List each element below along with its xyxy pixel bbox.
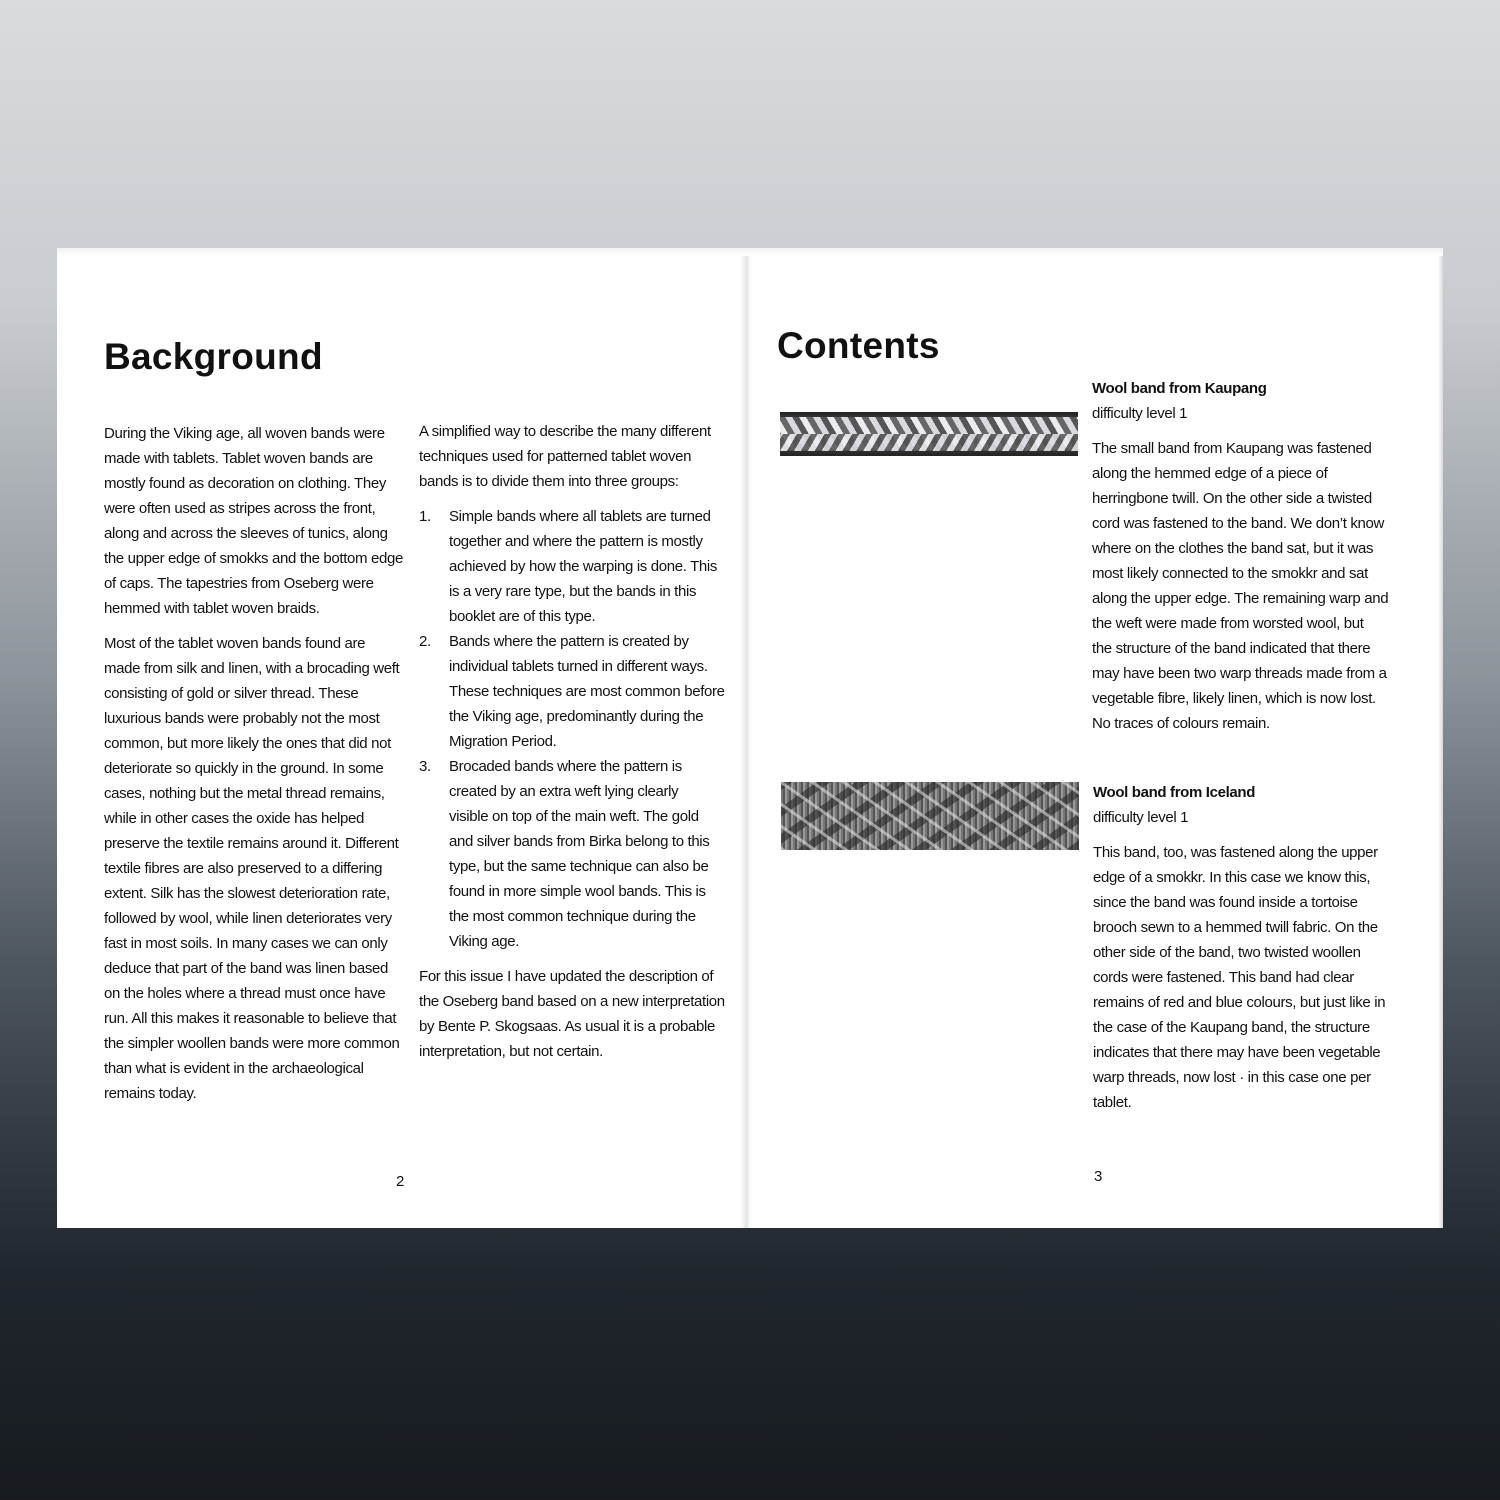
text-line: Viking age.	[449, 933, 520, 950]
text-line: deduce that part of the band was linen based	[104, 960, 388, 977]
list-item	[419, 754, 719, 954]
text-line: made with tablets. Tablet woven bands are	[104, 450, 373, 467]
text-line: the most common technique during the	[449, 908, 696, 925]
text-line: booklet are of this type.	[449, 608, 596, 625]
background-column-1	[104, 421, 404, 1116]
text-line: by Bente P. Skogsaas. As usual it is a probable	[419, 1018, 715, 1035]
text-line: made from silk and linen, with a brocading weft	[104, 660, 400, 677]
text-line: since the band was found inside a tortoise	[1093, 894, 1358, 911]
text-line: Simple bands where all tablets are turned	[449, 508, 711, 525]
text-line: brooch sewn to a hemmed twill fabric. On the	[1093, 919, 1378, 936]
page-number-right: 3	[1094, 1168, 1103, 1185]
text-line: This band, too, was fastened along the upper	[1093, 844, 1378, 861]
difficulty-level: difficulty level 1	[1093, 809, 1189, 826]
paragraph	[104, 631, 404, 1106]
text-line: most likely connected to the smokkr and sat	[1092, 565, 1368, 582]
text-line: cases, nothing but the metal thread remains,	[104, 785, 385, 802]
text-line: of caps. The tapestries from Oseberg were	[104, 575, 374, 592]
text-line: achieved by how the warping is done. This	[449, 558, 718, 575]
text-line: the upper edge of smokks and the bottom edge	[104, 550, 403, 567]
text-line: found in more simple wool bands. This is	[449, 883, 706, 900]
text-line: deteriorate so quickly in the ground. In some	[104, 760, 384, 777]
text-line: type, but the same technique can also be	[449, 858, 709, 875]
text-line: were often used as stripes across the front,	[104, 500, 376, 517]
text-line: remains today.	[104, 1085, 197, 1102]
kaupang-band-image	[780, 412, 1078, 456]
text-line: cord was fastened to the band. We don’t know	[1092, 515, 1385, 532]
text-line: Brocaded bands where the pattern is	[449, 758, 682, 775]
list-item	[419, 504, 719, 629]
text-line: hemmed with tablet woven braids.	[104, 600, 320, 617]
text-line: No traces of colours remain.	[1092, 715, 1270, 732]
text-line: common, but more likely the ones that did not	[104, 735, 391, 752]
text-line: bands is to divide them into three groups:	[419, 473, 679, 490]
text-line: vegetable fibre, likely linen, which is now lost.	[1092, 690, 1376, 707]
text-line: These techniques are most common before	[449, 683, 725, 700]
text-line: consisting of gold or silver thread. These	[104, 685, 359, 702]
text-line: textile fibres are also preserved to a differing	[104, 860, 383, 877]
page-title-background: Background	[104, 336, 323, 377]
page-top-edge	[57, 248, 1443, 256]
outro-paragraph	[419, 964, 725, 1064]
text-line: The small band from Kaupang was fastened	[1092, 440, 1372, 457]
list-item	[419, 629, 725, 754]
text-line: on the holes where a thread must once have	[104, 985, 386, 1002]
text-line: the simpler woollen bands were more common	[104, 1035, 400, 1052]
page-title-contents: Contents	[777, 325, 940, 366]
text-line: followed by wool, while linen deteriorates very	[104, 910, 392, 927]
text-line: interpretation, but not certain.	[419, 1043, 603, 1060]
text-line: For this issue I have updated the description of	[419, 968, 714, 985]
text-line: remains of red and blue colours, but just like in	[1093, 994, 1386, 1011]
text-line: the case of the Kaupang band, the structure	[1093, 1019, 1370, 1036]
text-line: luxurious bands were probably not the most	[104, 710, 380, 727]
text-line: individual tablets turned in different ways.	[449, 658, 708, 675]
booklet-gutter	[740, 256, 752, 1228]
text-line: is a very rare type, but the bands in this	[449, 583, 697, 600]
text-line: mostly found as decoration on clothing. They	[104, 475, 387, 492]
text-line: while in other cases the oxide has helped	[104, 810, 364, 827]
text-line: herringbone twill. On the other side a twisted	[1092, 490, 1372, 507]
text-line: preserve the textile remains around it. Different	[104, 835, 399, 852]
list-number: 3.	[419, 758, 431, 775]
text-line: created by an extra weft lying clearly	[449, 783, 679, 800]
text-line: the weft were made from worsted wool, but	[1092, 615, 1364, 632]
list-number: 1.	[419, 508, 431, 525]
paragraph	[104, 421, 404, 621]
entry-title: Wool band from Iceland	[1093, 784, 1256, 801]
text-line: along the hemmed edge of a piece of	[1092, 465, 1328, 482]
text-line: fast in most soils. In many cases we can only	[104, 935, 388, 952]
text-line: A simplified way to describe the many different	[419, 423, 711, 440]
text-line: cords were fastened. This band had clear	[1093, 969, 1354, 986]
page-right-edge	[1438, 256, 1443, 1228]
text-line: edge of a smokkr. In this case we know this,	[1093, 869, 1371, 886]
text-line: techniques used for patterned tablet woven	[419, 448, 692, 465]
intro-paragraph	[419, 419, 719, 494]
text-line: than what is evident in the archaeological	[104, 1060, 364, 1077]
contents-entry-iceland	[1093, 780, 1393, 1115]
difficulty-level: difficulty level 1	[1092, 405, 1188, 422]
text-line: During the Viking age, all woven bands were	[104, 425, 385, 442]
text-line: indicates that there may have been vegetable	[1093, 1044, 1381, 1061]
text-line: along the upper edge. The remaining warp and	[1092, 590, 1389, 607]
text-line: may have been two warp threads made from a	[1092, 665, 1387, 682]
text-line: Most of the tablet woven bands found are	[104, 635, 366, 652]
text-line: warp threads, now lost · in this case one per	[1093, 1069, 1371, 1086]
text-line: together and where the pattern is mostly	[449, 533, 703, 550]
text-line: extent. Silk has the slowest deterioration rate,	[104, 885, 390, 902]
text-line: visible on top of the main weft. The gold	[449, 808, 699, 825]
text-line: the Oseberg band based on a new interpretation	[419, 993, 725, 1010]
text-line: Bands where the pattern is created by	[449, 633, 689, 650]
text-line: along and across the sleeves of tunics, along	[104, 525, 388, 542]
text-line: tablet.	[1093, 1094, 1132, 1111]
text-line: where on the clothes the band sat, but it was	[1092, 540, 1374, 557]
iceland-band-image	[781, 782, 1079, 850]
text-line: run. All this makes it reasonable to believe that	[104, 1010, 397, 1027]
entry-title: Wool band from Kaupang	[1092, 380, 1267, 397]
text-line: Migration Period.	[449, 733, 557, 750]
list-number: 2.	[419, 633, 431, 650]
contents-entry-kaupang	[1092, 376, 1392, 736]
background-column-2	[419, 419, 725, 1074]
page-number-left: 2	[396, 1173, 405, 1190]
text-line: the structure of the band indicated that there	[1092, 640, 1371, 657]
text-line: the Viking age, predominantly during the	[449, 708, 704, 725]
text-line: other side of the band, two twisted woollen	[1093, 944, 1361, 961]
text-line: and silver bands from Birka belong to this	[449, 833, 710, 850]
